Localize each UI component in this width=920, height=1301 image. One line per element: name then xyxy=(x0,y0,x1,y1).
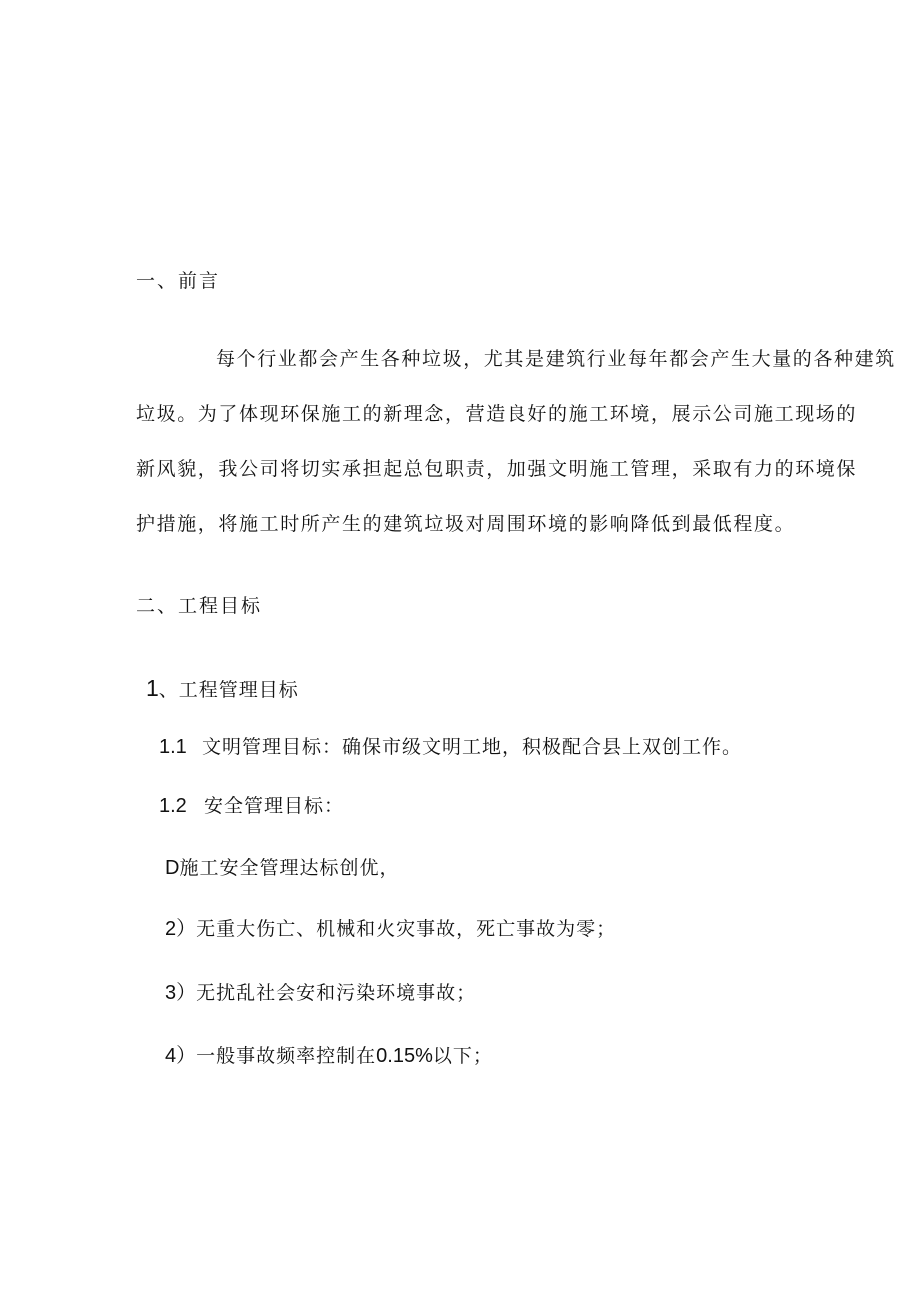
preface-heading: 一、前言 xyxy=(136,270,221,292)
safety-list-marker-1: D xyxy=(165,857,180,879)
safety-list-suffix-4: 以下； xyxy=(432,1045,493,1067)
goals-heading: 二、工程目标 xyxy=(136,595,263,617)
safety-goal-item xyxy=(159,793,344,819)
preface-paragraph-line-2: 垃圾。为了体现环保施工的新理念，营造良好的施工环境，展示公司施工现场的 xyxy=(136,403,858,425)
safety-list-marker-2: 2） xyxy=(165,918,197,940)
safety-list-item-3 xyxy=(165,980,476,1006)
accident-rate-value: 0.15% xyxy=(376,1045,433,1067)
subsection-title: 、工程管理目标 xyxy=(158,679,299,701)
civil-goal-text: 文明管理目标：确保市级文明工地，积极配合县上双创工作。 xyxy=(202,736,743,758)
safety-list-text-1: 施工安全管理达标创优， xyxy=(179,857,400,879)
subsection-heading xyxy=(146,675,299,703)
subsection-number: 1 xyxy=(146,675,159,701)
safety-list-marker-4: 4） xyxy=(165,1045,197,1067)
preface-paragraph-line-1: 每个行业都会产生各种垃圾，尤其是建筑行业每年都会产生大量的各种建筑 xyxy=(216,348,896,370)
safety-list-text-3: 无扰乱社会安和污染环境事故； xyxy=(196,982,477,1004)
safety-list-text-4: 一般事故频率控制在 xyxy=(196,1045,377,1067)
preface-paragraph-line-3: 新风貌，我公司将切实承担起总包职责，加强文明施工管理，采取有力的环境保 xyxy=(136,458,858,480)
safety-goal-text: 安全管理目标： xyxy=(204,795,345,817)
safety-list-item-4 xyxy=(165,1043,493,1069)
safety-list-marker-3: 3） xyxy=(165,982,197,1004)
civil-goal-item xyxy=(159,734,742,760)
civil-goal-number: 1.1 xyxy=(159,736,187,758)
safety-list-item-2 xyxy=(165,916,616,942)
safety-goal-number: 1.2 xyxy=(159,795,187,817)
safety-list-item-1 xyxy=(165,855,399,881)
preface-paragraph-line-4: 护措施，将施工时所产生的建筑垃圾对周围环境的影响降低到最低程度。 xyxy=(136,513,796,535)
safety-list-text-2: 无重大伤亡、机械和火灾事故，死亡事故为零； xyxy=(196,918,617,940)
